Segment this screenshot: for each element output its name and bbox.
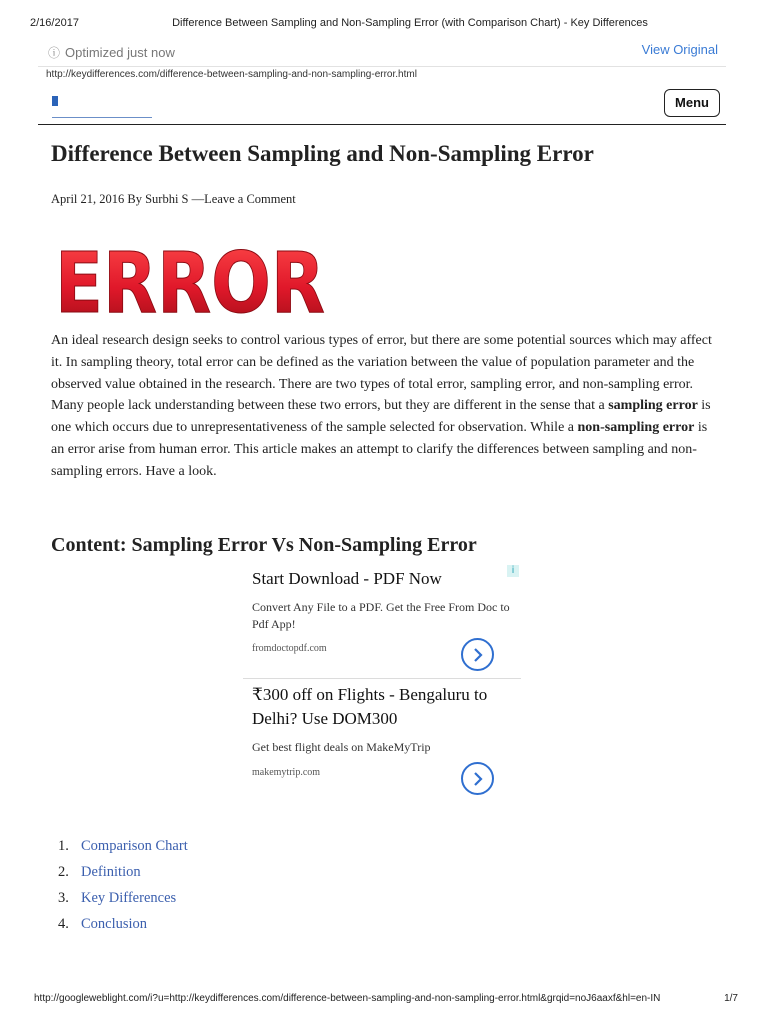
optimized-status bbox=[48, 44, 175, 61]
page-url: http://keydifferences.com/difference-between-sampling-and-non-sampling-error.html bbox=[46, 69, 417, 80]
byline: April 21, 2016 By Surbhi S —Leave a Comment bbox=[51, 192, 296, 206]
ad-card-flights[interactable] bbox=[243, 679, 521, 801]
toc-item bbox=[58, 862, 188, 888]
intro-text-1: An ideal research design seeks to control various types of error, but there are some potential sources which may affect it. In sampling theory, total error can be defined as the variation between the value of population parameter and the observed value obtained in the research. There are two types of total error, sampling error, and non-sampling error. Many people lack understanding between these two errors, but they are different in the sense that a bbox=[51, 333, 712, 414]
table-of-contents bbox=[58, 836, 188, 940]
ad-description: Convert Any File to a PDF. Get the Free From Doc to Pdf App! bbox=[252, 600, 510, 631]
ad-card-pdf[interactable] bbox=[243, 565, 521, 679]
toc-number: 3. bbox=[58, 890, 69, 906]
intro-bold-sampling-error: sampling error bbox=[608, 398, 698, 414]
print-footer-url: http://googleweblight.com/i?u=http://keydifferences.com/difference-between-sampling-and-non-sampling-error.html&grqid=noJ6aaxf&hl=en-IN bbox=[34, 993, 661, 1004]
intro-text-2: is one which occurs due to unrepresentativeness of the sample selected for observation. While a bbox=[51, 398, 711, 436]
menu-button[interactable]: Menu bbox=[664, 89, 720, 117]
intro-text-3: is an error arise from human error. This article makes an attempt to clarify the differences between sampling and non-sampling errors. Have a look. bbox=[51, 420, 708, 479]
ad-choices-icon[interactable]: i bbox=[507, 565, 519, 577]
intro-paragraph bbox=[51, 330, 721, 483]
toc-item bbox=[58, 914, 188, 940]
toc-link-key-differences[interactable]: Key Differences bbox=[81, 890, 177, 906]
toc-item bbox=[58, 836, 188, 862]
print-title: Difference Between Sampling and Non-Sampling Error (with Comparison Chart) - Key Differences bbox=[172, 17, 648, 29]
error-image bbox=[52, 234, 330, 332]
site-logo-underline bbox=[52, 117, 152, 118]
print-page-number: 1/7 bbox=[724, 993, 738, 1004]
intro-bold-non-sampling-error: non-sampling error bbox=[577, 420, 695, 436]
ad-title[interactable]: ₹300 off on Flights - Bengaluru to Delhi? Use DOM300 bbox=[252, 685, 488, 728]
ad-domain: makemytrip.com bbox=[252, 767, 321, 778]
toc-link-definition[interactable]: Definition bbox=[81, 864, 141, 880]
header-divider bbox=[38, 124, 726, 125]
toc-link-comparison-chart[interactable]: Comparison Chart bbox=[81, 838, 188, 854]
toc-number: 4. bbox=[58, 916, 69, 932]
optimized-label: Optimized just now bbox=[65, 45, 175, 60]
optimized-bar bbox=[38, 36, 726, 67]
toc-number: 1. bbox=[58, 838, 69, 854]
toc-number: 2. bbox=[58, 864, 69, 880]
view-original-link[interactable]: View Original bbox=[641, 42, 718, 57]
page-title: Difference Between Sampling and Non-Sampling Error bbox=[51, 141, 594, 166]
toc-item bbox=[58, 888, 188, 914]
chevron-right-icon[interactable] bbox=[461, 762, 494, 795]
site-logo-icon[interactable] bbox=[52, 96, 58, 106]
chevron-right-icon[interactable] bbox=[461, 638, 494, 671]
ad-title[interactable]: Start Download - PDF Now bbox=[252, 569, 442, 588]
ad-description: Get best flight deals on MakeMyTrip bbox=[252, 740, 431, 754]
content-heading: Content: Sampling Error Vs Non-Sampling Error bbox=[51, 534, 477, 556]
info-circle-icon: ⓘ bbox=[48, 46, 61, 60]
toc-link-conclusion[interactable]: Conclusion bbox=[81, 916, 148, 932]
ad-domain: fromdoctopdf.com bbox=[252, 643, 327, 654]
print-date: 2/16/2017 bbox=[30, 17, 79, 29]
error-image-text: ERROR bbox=[55, 234, 325, 332]
